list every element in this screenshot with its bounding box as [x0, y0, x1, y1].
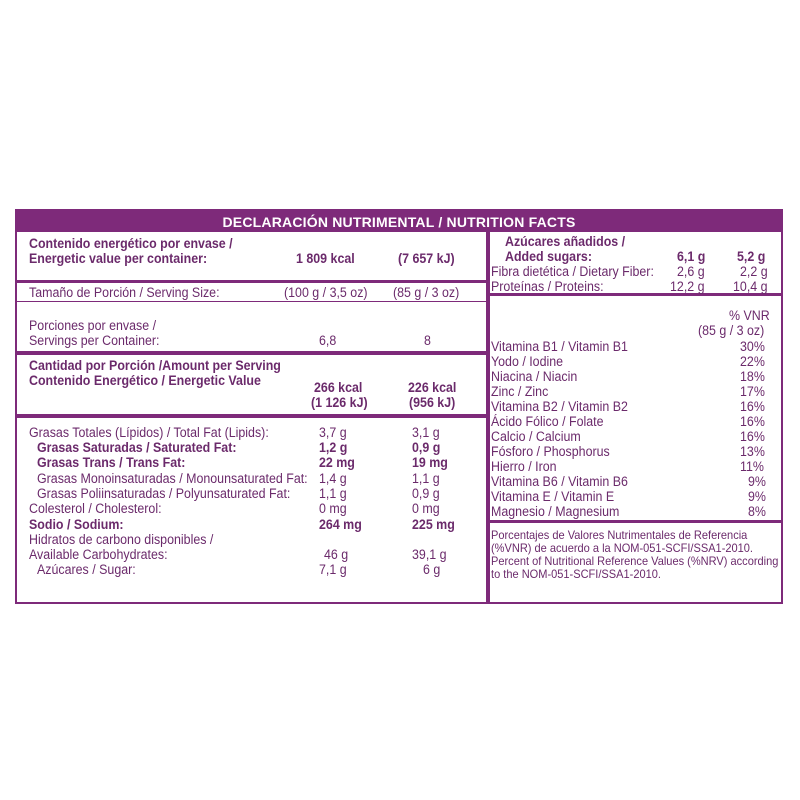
nutrient-col1: 264 mg — [319, 517, 362, 532]
nutrition-facts-panel — [15, 209, 783, 604]
vitamin-vnr: 8% — [748, 504, 766, 519]
servings-col2: 8 — [424, 333, 431, 348]
vitamin-label: Ácido Fólico / Folate — [491, 414, 604, 429]
vitamin-label: Fósforo / Phosphorus — [491, 444, 610, 459]
vitamin-vnr: 22% — [740, 354, 765, 369]
vitamin-label: Magnesio / Magnesium — [491, 504, 620, 519]
nutrient-label: Grasas Poliinsaturadas / Polyunsaturated Fat: — [37, 486, 291, 501]
amount-per-serving-label: Cantidad por Porción /Amount per Serving — [29, 358, 281, 373]
vitamin-vnr: 9% — [748, 489, 766, 504]
footnote-line: Percent of Nutritional Reference Values (%NRV) according — [491, 554, 779, 568]
fiber-col1: 2,6 g — [677, 264, 705, 279]
vitamin-label: Vitamina E / Vitamin E — [491, 489, 615, 504]
energy-container-kj: (7 657 kJ) — [398, 251, 455, 266]
vnr-header: % VNR — [729, 308, 770, 323]
proteins-label: Proteínas / Proteins: — [491, 279, 604, 294]
fiber-label: Fibra dietética / Dietary Fiber: — [491, 264, 654, 279]
energy-col1-kj: (1 126 kJ) — [311, 395, 368, 410]
nutrient-label: Colesterol / Cholesterol: — [29, 501, 162, 516]
nutrient-col1: 3,7 g — [319, 425, 347, 440]
nutrient-col2: 0,9 g — [412, 486, 440, 501]
vitamin-vnr: 9% — [748, 474, 766, 489]
nutrient-col1: 1,1 g — [319, 486, 347, 501]
vitamin-label: Calcio / Calcium — [491, 429, 581, 444]
vitamin-vnr: 17% — [740, 384, 765, 399]
nutrient-col2: 225 mg — [412, 517, 455, 532]
nutrient-col2: 0 mg — [412, 501, 440, 516]
proteins-col2: 10,4 g — [733, 279, 768, 294]
rule — [17, 414, 486, 418]
nutrient-col1: 1,2 g — [319, 440, 348, 455]
nutrient-col1: 7,1 g — [319, 562, 347, 577]
nutrient-col2: 1,1 g — [412, 471, 440, 486]
vitamin-label: Zinc / Zinc — [491, 384, 549, 399]
servings-label: Servings per Container: — [29, 333, 160, 348]
nutrient-col2: 0,9 g — [412, 440, 441, 455]
serving-size-col2: (85 g / 3 oz) — [393, 285, 460, 300]
nutrient-col1: 22 mg — [319, 455, 355, 470]
vitamin-vnr: 16% — [740, 399, 765, 414]
rule — [17, 351, 486, 355]
added-sugars-label: Azúcares añadidos / — [505, 234, 626, 249]
nutrient-label: Grasas Monoinsaturadas / Monounsaturated Fat: — [37, 471, 308, 486]
nutrient-label: Grasas Totales (Lípidos) / Total Fat (Lipids): — [29, 425, 269, 440]
nutrient-label: Sodio / Sodium: — [29, 517, 124, 532]
energy-col1-kcal: 266 kcal — [314, 380, 363, 395]
vitamin-label: Niacina / Niacin — [491, 369, 578, 384]
nutrient-label: Azúcares / Sugar: — [37, 562, 136, 577]
energy-container-kcal: 1 809 kcal — [296, 251, 355, 266]
added-sugars-col1: 6,1 g — [677, 249, 706, 264]
fiber-col2: 2,2 g — [740, 264, 768, 279]
nutrient-label: Available Carbohydrates: — [29, 547, 168, 562]
vitamin-label: Yodo / Iodine — [491, 354, 564, 369]
nutrient-label: Hidratos de carbono disponibles / — [29, 532, 214, 547]
footnote-line: to the NOM-051-SCFI/SSA1-2010. — [491, 567, 661, 581]
nutrition-facts-title: DECLARACIÓN NUTRIMENTAL / NUTRITION FACTS — [17, 211, 781, 232]
vitamin-label: Vitamina B2 / Vitamin B2 — [491, 399, 628, 414]
nutrient-col2: 39,1 g — [412, 547, 447, 562]
column-divider — [486, 232, 490, 604]
vitamin-label: Vitamina B6 / Vitamin B6 — [491, 474, 628, 489]
footnote-line: (%VNR) de acuerdo a la NOM-051-SCFI/SSA1-2010. — [491, 541, 754, 555]
vitamin-vnr: 13% — [740, 444, 765, 459]
serving-size-label: Tamaño de Porción / Serving Size: — [29, 285, 220, 300]
nutrient-col1: 0 mg — [319, 501, 347, 516]
added-sugars-label: Added sugars: — [505, 249, 592, 264]
added-sugars-col2: 5,2 g — [737, 249, 766, 264]
nutrient-col2: 19 mg — [412, 455, 448, 470]
nutrient-col1: 46 g — [324, 547, 349, 562]
nutrient-col2: 3,1 g — [412, 425, 440, 440]
footnote-line: Porcentajes de Valores Nutrimentales de Referencia — [491, 528, 748, 542]
rule — [17, 301, 486, 302]
energy-col2-kj: (956 kJ) — [409, 395, 456, 410]
vitamin-label: Hierro / Iron — [491, 459, 557, 474]
vitamin-vnr: 30% — [740, 339, 765, 354]
vitamin-label: Vitamina B1 / Vitamin B1 — [491, 339, 628, 354]
vitamin-vnr: 16% — [740, 429, 765, 444]
vitamin-vnr: 11% — [740, 459, 764, 474]
rule — [17, 280, 486, 283]
servings-col1: 6,8 — [319, 333, 337, 348]
nutrient-label: Grasas Saturadas / Saturated Fat: — [37, 440, 237, 455]
vitamin-vnr: 18% — [740, 369, 765, 384]
nutrient-col2: 6 g — [423, 562, 441, 577]
proteins-col1: 12,2 g — [670, 279, 705, 294]
rule — [490, 520, 781, 523]
energy-container-label: Contenido energético por envase / — [29, 236, 233, 251]
servings-label: Porciones por envase / — [29, 318, 157, 333]
nutrient-label: Grasas Trans / Trans Fat: — [37, 455, 186, 470]
vitamin-vnr: 16% — [740, 414, 765, 429]
energy-container-label: Energetic value per container: — [29, 251, 208, 266]
serving-size-col1: (100 g / 3,5 oz) — [284, 285, 368, 300]
vnr-serving-header: (85 g / 3 oz) — [698, 323, 765, 338]
nutrient-col1: 1,4 g — [319, 471, 347, 486]
energetic-value-label: Contenido Energético / Energetic Value — [29, 373, 261, 388]
energy-col2-kcal: 226 kcal — [408, 380, 457, 395]
